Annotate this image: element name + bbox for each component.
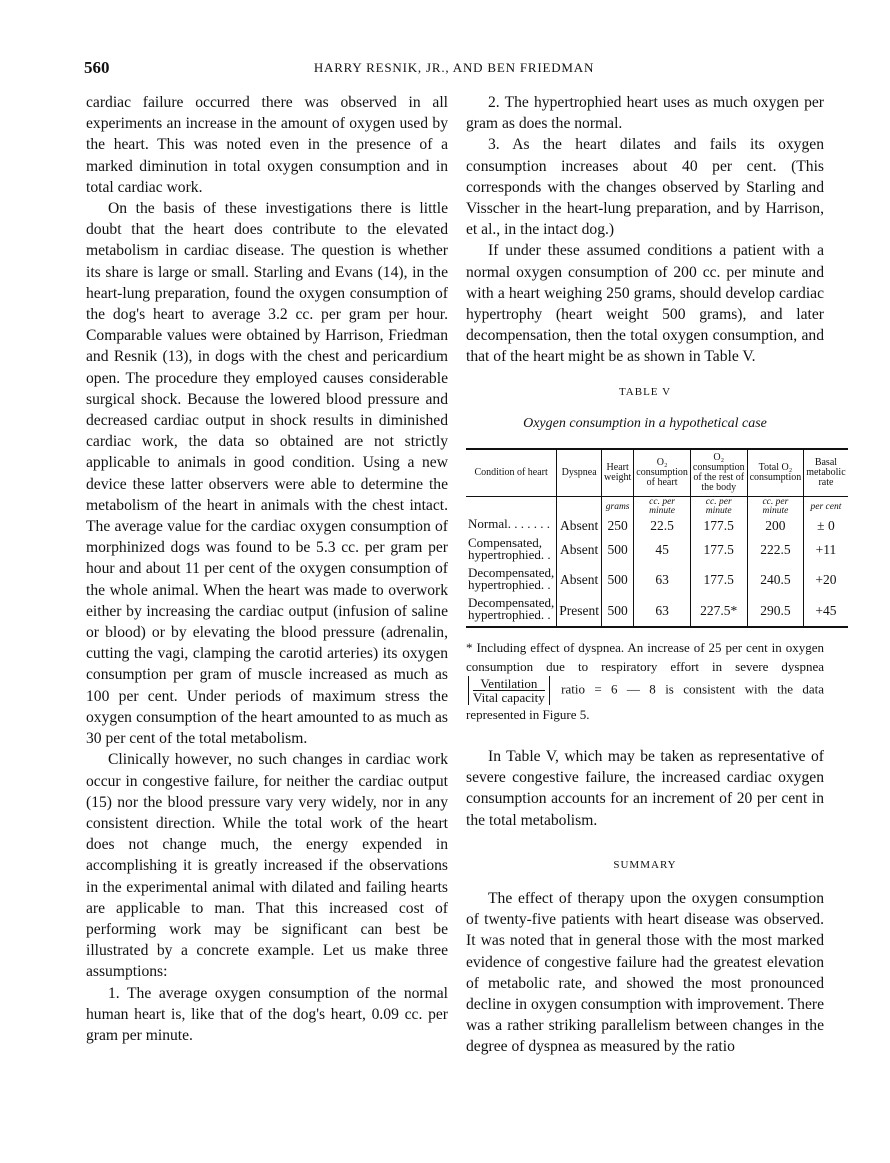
- weight-cell: 500: [602, 534, 634, 564]
- units-row: [466, 497, 848, 518]
- condition-line: hypertrophied. .: [468, 607, 551, 623]
- weight-cell: 500: [602, 594, 634, 627]
- fraction-numerator: Ventilation: [473, 677, 545, 691]
- unit-cell: cc. per minute: [747, 497, 804, 518]
- paragraph: In Table V, which may be taken as representative of severe congestive failure, the increased cardiac oxygen consumption accounts for an increment of 20 per cent in the total metabolism.: [466, 748, 824, 829]
- rest-o2-cell: 177.5: [690, 517, 747, 534]
- table-row: [466, 594, 848, 627]
- page-number: 560: [84, 58, 110, 77]
- paragraph: 3. As the heart dilates and fails its oxygen consumption increases about 40 per cent. (This corresponds with the changes observed by Starling and Visscher in the heart-lung preparation, and by Harrison, et al., in the intact dog.): [466, 136, 824, 239]
- header-dyspnea: Dyspnea: [557, 449, 602, 497]
- unit-cell: [557, 497, 602, 518]
- heart-o2-cell: 63: [634, 594, 691, 627]
- unit-cell: grams: [602, 497, 634, 518]
- condition-line: Normal. . . . . . .: [468, 516, 550, 532]
- right-column: [466, 92, 846, 1058]
- table-footnote: [466, 638, 824, 724]
- condition-line: hypertrophied. .: [468, 577, 551, 593]
- footnote-ratio: ratio = 6 — 8: [561, 681, 656, 697]
- header-bmr: Basal metabolic rate: [804, 449, 848, 497]
- left-column: [86, 92, 448, 1046]
- dyspnea-cell: Absent: [557, 564, 602, 594]
- condition-cell: [466, 517, 557, 534]
- rest-o2-cell: 227.5*: [690, 594, 747, 627]
- header-total: Total O₂ consumption: [747, 449, 804, 497]
- unit-cell: [466, 497, 557, 518]
- paragraph: 2. The hypertrophied heart uses as much oxygen per gram as does the normal.: [466, 94, 824, 133]
- paragraph: Clinically however, no such changes in cardiac work occur in congestive failure, for neither the cardiac output (15) nor the blood pressure vary very widely, nor in any consistent direction. While the total work of the heart does not change much, the energy expended in accomplishing it is greatly increased if the observations in the experimental animal with dilated and failing hearts are applicable to man. That this increased cost of performing work may be significant can best be illustrated by a concrete example. Let us make three assumptions:: [86, 751, 448, 981]
- bmr-cell: +20: [804, 564, 848, 594]
- dyspnea-cell: Absent: [557, 517, 602, 534]
- dyspnea-cell: Present: [557, 594, 602, 627]
- paragraph: cardiac failure occurred there was observed in all experiments an increase in the amount of oxygen used by the heart. This was noted even in the presence of a marked diminution in total oxygen consumption and in total cardiac work.: [86, 94, 448, 196]
- table-caption: TABLE V: [618, 385, 672, 398]
- unit-cell: per cent: [804, 497, 848, 518]
- table-header-row: [466, 449, 848, 497]
- table-v: [466, 448, 848, 628]
- heart-o2-cell: 63: [634, 564, 691, 594]
- table-row: [466, 517, 848, 534]
- header-weight: Heart weight: [602, 449, 634, 497]
- condition-line: hypertrophied. .: [468, 547, 551, 563]
- paragraph: On the basis of these investigations there is little doubt that the heart does contribute to the elevated metabolism in cardiac disease. The question is whether its share is large or small. Starling and Evans (14), in the heart-lung preparation, found the oxygen consumption of the dog's heart to average 3.2 cc. per gram per hour. Comparable values were obtained by Harrison, Friedman and Resnik (13), in dogs with the chest and pericardium open. The procedure they employed causes considerable surgical shock. Because the lowered blood pressure and decreased cardiac output in shock results in diminished cardiac work, the data so obtained are not strictly applicable to animals in good condition. Using a new device these latter observers were able to determine the metabolism of the heart in animals with the chest intact. The average value for the cardiac oxygen consumption of morphinized dogs was found to be 5.3 cc. per gram per hour and about 11 per cent of the oxygen consumption of the whole animal. When the heart was made to overwork either by increasing the cardiac output (infusion of saline or blood) or by elevating the blood pressure (adrenalin, cutting the vagi, clamping the carotid arteries) its oxygen consumption per gram of muscle increased as much as 100 per cent. Under periods of maximum stress the oxygen consumption of the heart amounted to as much as 30 per cent of the total metabolism.: [86, 200, 448, 748]
- bmr-cell: ± 0: [804, 517, 848, 534]
- condition-line: Decompensated,: [468, 565, 555, 581]
- header-rest-o2: O₂ consumption of the rest of the body: [690, 449, 747, 497]
- condition-line: Decompensated,: [468, 595, 555, 611]
- bmr-cell: +45: [804, 594, 848, 627]
- table-title: Oxygen consumption in a hypothetical case: [523, 415, 767, 431]
- paragraph: 1. The average oxygen consumption of the normal human heart is, like that of the dog's heart, 0.09 cc. per gram per minute.: [86, 984, 448, 1044]
- running-head: HARRY RESNIK, JR., AND BEN FRIEDMAN: [313, 60, 595, 75]
- summary-heading: SUMMARY: [613, 858, 677, 871]
- unit-cell: cc. per minute: [634, 497, 691, 518]
- condition-cell: [466, 534, 557, 564]
- bmr-cell: +11: [804, 534, 848, 564]
- rest-o2-cell: 177.5: [690, 564, 747, 594]
- fraction-denominator: Vital capacity: [473, 690, 545, 706]
- paragraph: If under these assumed conditions a patient with a normal oxygen consumption of 200 cc. per minute and with a heart weighing 250 grams, should develop cardiac hypertrophy (heart weight 500 grams), and later decompensation, then the total oxygen consumption, and that of the heart might be as shown in Table V.: [466, 242, 824, 366]
- heart-o2-cell: 45: [634, 534, 691, 564]
- condition-cell: [466, 594, 557, 627]
- page-header: [84, 58, 824, 80]
- condition-line: Compensated,: [468, 535, 543, 551]
- condition-cell: [466, 564, 557, 594]
- fraction: [468, 676, 550, 705]
- weight-cell: 500: [602, 564, 634, 594]
- header-heart-o2: O₂ consumption of heart: [634, 449, 691, 497]
- rest-o2-cell: 177.5: [690, 534, 747, 564]
- heart-o2-cell: 22.5: [634, 517, 691, 534]
- table-row: [466, 564, 848, 594]
- header-condition: Condition of heart: [466, 449, 557, 497]
- footnote-text: is consistent with the data represented in Figure 5.: [466, 681, 824, 723]
- weight-cell: 250: [602, 517, 634, 534]
- total-cell: 290.5: [747, 594, 804, 627]
- dyspnea-cell: Absent: [557, 534, 602, 564]
- paragraph: The effect of therapy upon the oxygen consumption of twenty-five patients with heart disease was observed. It was noted that in general those with the most marked evidence of congestive failure had the greatest elevation of metabolic rate, and showed the most pronounced decline in oxygen consumption with improvement. There was a rather striking parallelism between changes in the degree of dyspnea as measured by the ratio: [466, 890, 824, 1056]
- total-cell: 222.5: [747, 534, 804, 564]
- unit-cell: cc. per minute: [690, 497, 747, 518]
- total-cell: 240.5: [747, 564, 804, 594]
- total-cell: 200: [747, 517, 804, 534]
- footnote-text: * Including effect of dyspnea. An increase of 25 per cent in oxygen consumption due to respiratory effort in severe dyspnea: [466, 640, 824, 675]
- table-row: [466, 534, 848, 564]
